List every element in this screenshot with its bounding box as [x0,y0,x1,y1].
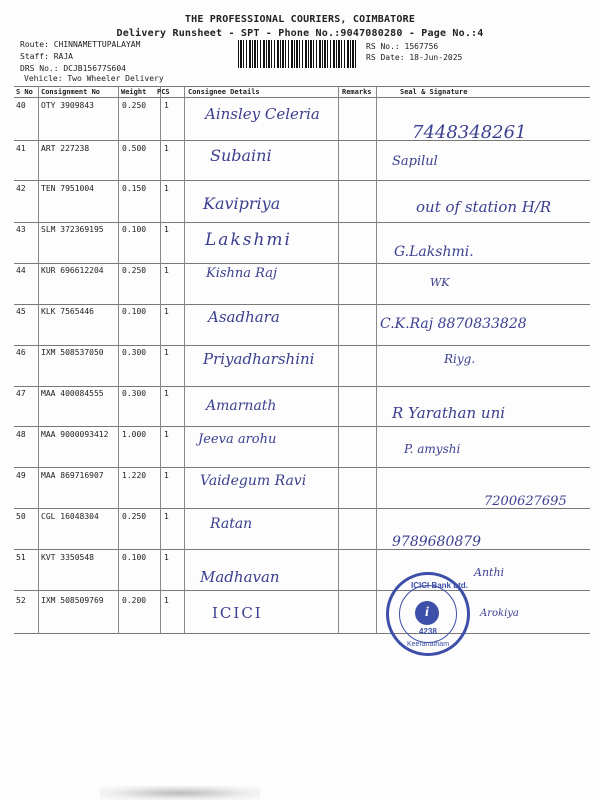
header-consignee: Consignee Details [188,88,260,96]
barcode [238,40,356,68]
page-shadow [100,786,260,800]
row-sno: 52 [16,596,26,605]
row-weight: 0.100 [122,553,147,562]
row-signature: Anthi [474,566,505,579]
row-consignee: Kavipriya [203,194,281,213]
row-consignee: Madhavan [200,568,280,586]
row-pcs: 1 [164,348,169,357]
stamp-bank-name: ICICI Bank Ltd. [411,581,468,590]
row-signature: 9789680879 [392,534,482,550]
row-consignment: MAA 869716907 [41,471,104,480]
row-weight: 0.300 [122,348,147,357]
row-signature: Sapilul [392,154,438,169]
header-signature: Seal & Signature [400,88,468,96]
row-pcs: 1 [164,184,169,193]
row-consignee: Kishna Raj [206,266,278,281]
row-pcs: 1 [164,512,169,521]
header-weight: Weight [121,88,147,96]
staff-label: Staff: RAJA [20,52,73,61]
row-sno: 44 [16,266,26,275]
row-consignee: Vaidegum Ravi [200,473,307,489]
row-sno: 51 [16,553,26,562]
row-sno: 48 [16,430,26,439]
row-pcs: 1 [164,430,169,439]
route-label: Route: CHINNAMETTUPALAYAM [20,40,141,49]
row-consignment: MAA 9000093412 [41,430,109,439]
row-consignee: ICICI [212,604,263,622]
row-weight: 0.250 [122,101,147,110]
row-signature: P. amyshi [404,442,461,456]
header-remarks: Remarks [342,88,372,96]
row-sno: 45 [16,307,26,316]
row-weight: 0.100 [122,307,147,316]
rs-date: RS Date: 18-Jun-2025 [366,53,463,62]
row-consignment: KVT 3350548 [41,553,94,562]
row-pcs: 1 [164,553,169,562]
row-consignee: Subaini [210,146,272,165]
row-consignment: TEN 7951004 [41,184,94,193]
row-consignee: Amarnath [206,398,277,414]
row-sno: 43 [16,225,26,234]
row-consignee: Asadhara [208,308,280,326]
row-sno: 41 [16,144,26,153]
row-consignment: SLM 372369195 [41,225,104,234]
row-sno: 49 [16,471,26,480]
stamp-branch: Keeranatham [407,641,450,648]
rs-number: RS No.: 1567756 [366,42,439,51]
row-sno: 46 [16,348,26,357]
drs-number: DRS No.: DCJB15677S604 [20,64,126,73]
row-consignment: MAA 400084555 [41,389,104,398]
bank-stamp [386,572,470,656]
row-sno: 40 [16,101,26,110]
row-signature: out of station H/R [416,198,552,216]
header-sno: S No [16,88,33,96]
row-consignee: Ratan [210,516,253,532]
row-sno: 47 [16,389,26,398]
row-weight: 0.250 [122,512,147,521]
row-weight: 0.200 [122,596,147,605]
row-sno: 50 [16,512,26,521]
row-consignment: OTY 3909843 [41,101,94,110]
row-signature: C.K.Raj 8870833828 [380,316,527,332]
icici-logo-icon: i [415,601,439,625]
stamp-code: 4238 [419,627,437,636]
row-signature: R Yarathan uni [392,404,506,422]
row-weight: 0.100 [122,225,147,234]
row-pcs: 1 [164,144,169,153]
row-consignee: Ainsley Celeria [205,105,320,123]
row-consignee: Priyadharshini [203,350,315,368]
row-weight: 0.250 [122,266,147,275]
row-consignment: IXM 508537050 [41,348,104,357]
row-consignment: CGL 16048304 [41,512,99,521]
row-pcs: 1 [164,471,169,480]
row-consignment: ART 227238 [41,144,90,153]
row-consignment: KUR 696612204 [41,266,104,275]
row-signature: G.Lakshmi. [394,244,474,260]
row-signature: WK [430,276,450,289]
row-weight: 0.500 [122,144,147,153]
row-pcs: 1 [164,307,169,316]
row-pcs: 1 [164,225,169,234]
row-weight: 1.220 [122,471,147,480]
row-signature: Arokiya [480,608,519,619]
row-consignment: IXM 508509769 [41,596,104,605]
row-signature: 7448348261 [412,122,527,143]
row-pcs: 1 [164,101,169,110]
row-pcs: 1 [164,389,169,398]
header-consignment: Consignment No [41,88,101,96]
runsheet-subtitle: Delivery Runsheet - SPT - Phone No.:9047080280 - Page No.:4 [116,28,484,39]
row-consignment: KLK 7565446 [41,307,94,316]
row-signature: Riyg. [444,352,476,366]
row-sno: 42 [16,184,26,193]
row-consignee: Jeeva arohu [198,432,277,447]
row-weight: 0.150 [122,184,147,193]
row-weight: 1.000 [122,430,147,439]
row-consignee: Lakshmi [205,230,292,250]
vehicle-label: Vehicle: Two Wheeler Delivery [24,74,164,83]
row-pcs: 1 [164,596,169,605]
row-signature: 7200627695 [484,494,567,509]
row-weight: 0.300 [122,389,147,398]
company-title: THE PROFESSIONAL COURIERS, COIMBATORE [184,14,416,25]
row-pcs: 1 [164,266,169,275]
header-pcs: PCS [157,88,170,96]
